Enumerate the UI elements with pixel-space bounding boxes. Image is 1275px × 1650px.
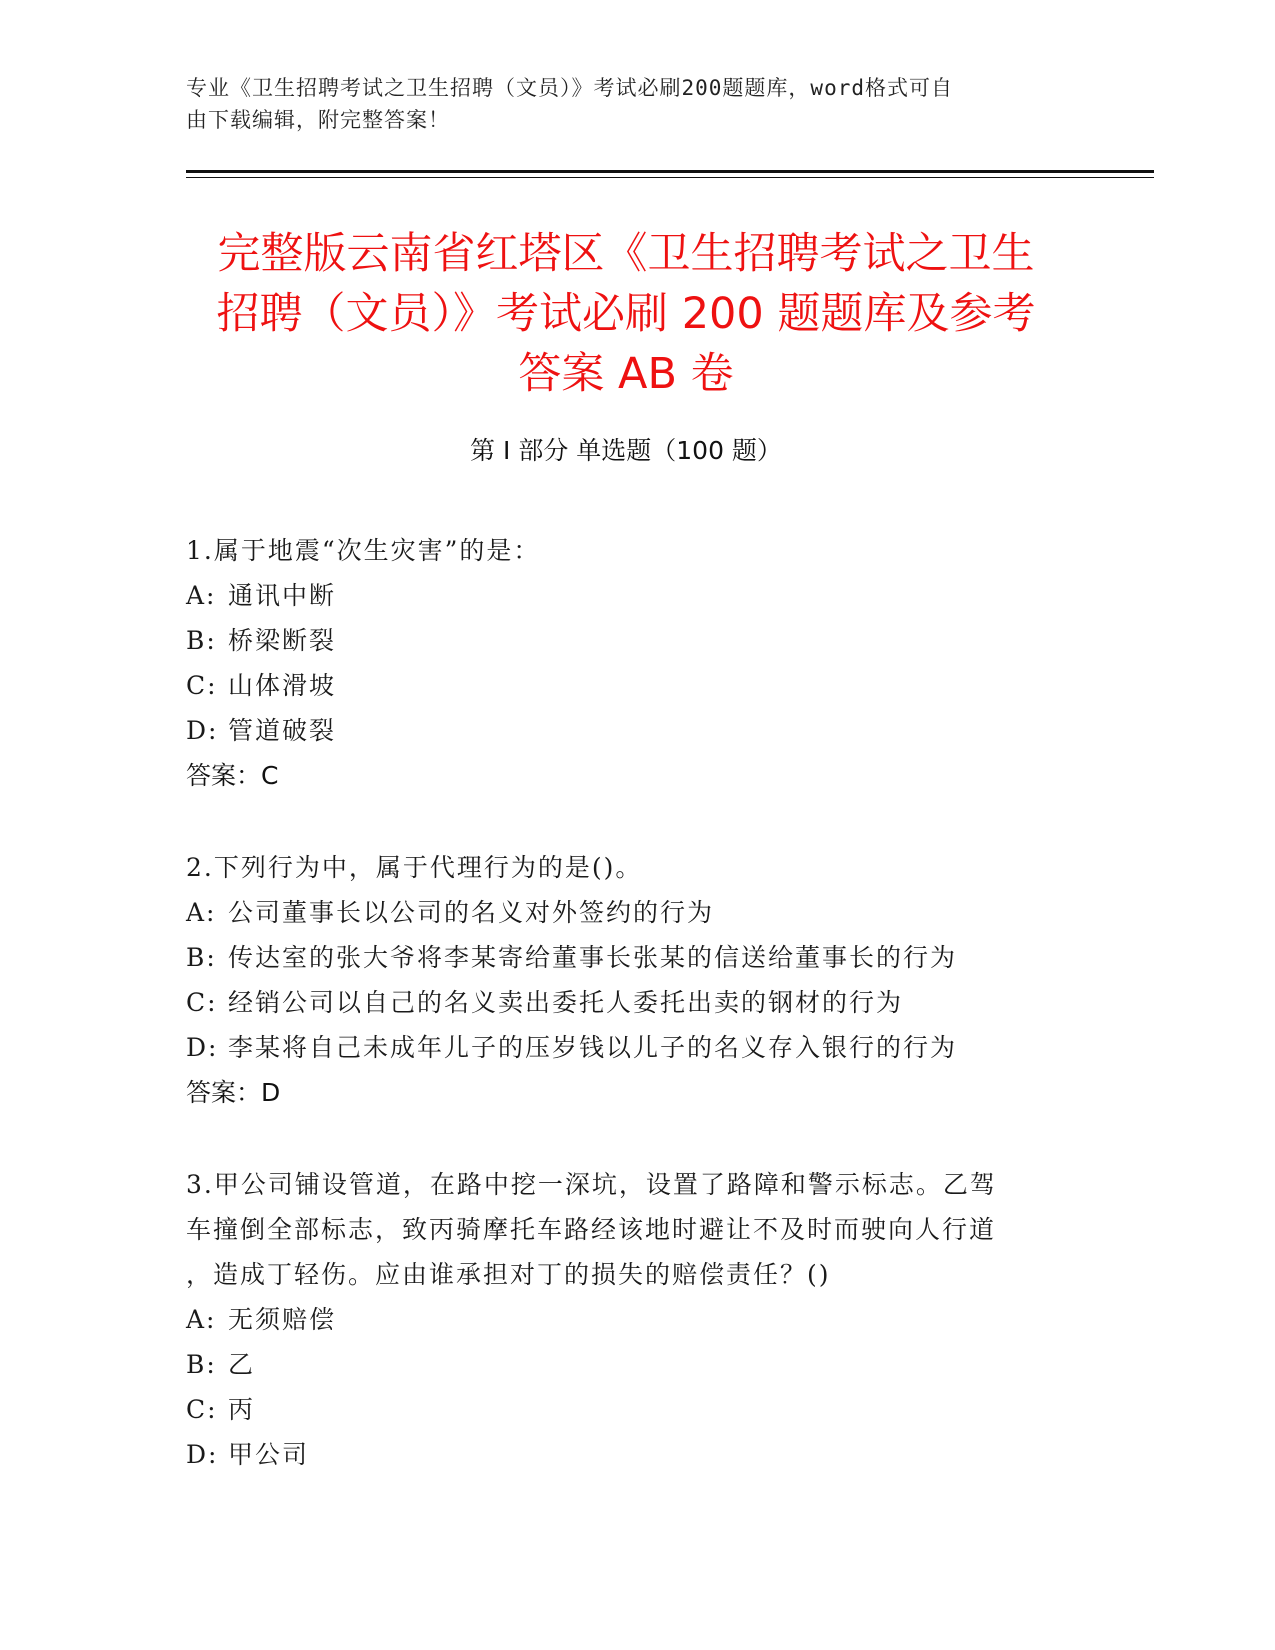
option-text: 传达室的张大爷将李某寄给董事长张某的信送给董事长的行为 xyxy=(228,943,958,972)
option-text: 无须赔偿 xyxy=(228,1305,337,1334)
option-a xyxy=(186,1297,1066,1342)
title-line-3: 答案 AB 卷 xyxy=(518,349,734,399)
option-letter: D: xyxy=(186,1440,219,1469)
question-stem-line-1: 3.甲公司铺设管道，在路中挖一深坑，设置了路障和警示标志。乙驾 xyxy=(186,1170,997,1199)
option-letter: C: xyxy=(186,988,218,1017)
document-title xyxy=(186,224,1066,404)
option-letter: C: xyxy=(186,671,218,700)
title-line-1: 完整版云南省红塔区《卫生招聘考试之卫生 xyxy=(217,229,1035,279)
question-list xyxy=(186,528,1066,1524)
option-letter: A: xyxy=(186,581,217,610)
option-letter: B: xyxy=(186,943,217,972)
option-c xyxy=(186,980,1066,1025)
option-b xyxy=(186,935,1066,980)
option-d xyxy=(186,1432,1066,1477)
intro-text xyxy=(186,72,1086,136)
option-letter: A: xyxy=(186,898,217,927)
question-stem: 2.下列行为中，属于代理行为的是()。 xyxy=(186,853,643,882)
option-a xyxy=(186,890,1066,935)
intro-line-1: 专业《卫生招聘考试之卫生招聘（文员）》考试必刷200题题库，word格式可自 xyxy=(186,76,953,100)
option-c xyxy=(186,663,1066,708)
header-rule-thick xyxy=(186,170,1154,173)
option-b xyxy=(186,618,1066,663)
answer: 答案：D xyxy=(186,1078,281,1107)
option-a xyxy=(186,573,1066,618)
title-line-2: 招聘（文员）》考试必刷 200 题题库及参考 xyxy=(216,289,1036,339)
option-letter: C: xyxy=(186,1395,218,1424)
answer: 答案：C xyxy=(186,761,279,790)
option-text: 管道破裂 xyxy=(228,716,337,745)
question-stem-line-2: 车撞倒全部标志，致丙骑摩托车路经该地时避让不及时而驶向人行道 xyxy=(186,1215,997,1244)
question-2 xyxy=(186,845,1066,1115)
option-c xyxy=(186,1387,1066,1432)
option-letter: B: xyxy=(186,626,217,655)
option-text: 乙 xyxy=(228,1350,256,1379)
question-stem: 1.属于地震“次生灾害”的是： xyxy=(186,536,541,565)
option-text: 丙 xyxy=(228,1395,256,1424)
option-text: 甲公司 xyxy=(228,1440,310,1469)
option-text: 桥梁断裂 xyxy=(228,626,337,655)
option-d xyxy=(186,708,1066,753)
option-letter: B: xyxy=(186,1350,217,1379)
section-heading: 第 I 部分 单选题（100 题） xyxy=(470,436,782,465)
option-text: 通讯中断 xyxy=(228,581,337,610)
option-letter: D: xyxy=(186,1033,219,1062)
question-1 xyxy=(186,528,1066,798)
option-letter: A: xyxy=(186,1305,217,1334)
option-text: 经销公司以自己的名义卖出委托人委托出卖的钢材的行为 xyxy=(228,988,904,1017)
option-b xyxy=(186,1342,1066,1387)
intro-line-2: 由下载编辑，附完整答案！ xyxy=(186,108,450,132)
option-letter: D: xyxy=(186,716,219,745)
header-rule-thin xyxy=(186,177,1154,178)
question-stem-line-3: ，造成丁轻伤。应由谁承担对丁的损失的赔偿责任？() xyxy=(186,1260,831,1289)
option-text: 公司董事长以公司的名义对外签约的行为 xyxy=(228,898,715,927)
question-3 xyxy=(186,1162,1066,1477)
option-text: 山体滑坡 xyxy=(228,671,337,700)
option-text: 李某将自己未成年儿子的压岁钱以儿子的名义存入银行的行为 xyxy=(228,1033,958,1062)
option-d xyxy=(186,1025,1066,1070)
